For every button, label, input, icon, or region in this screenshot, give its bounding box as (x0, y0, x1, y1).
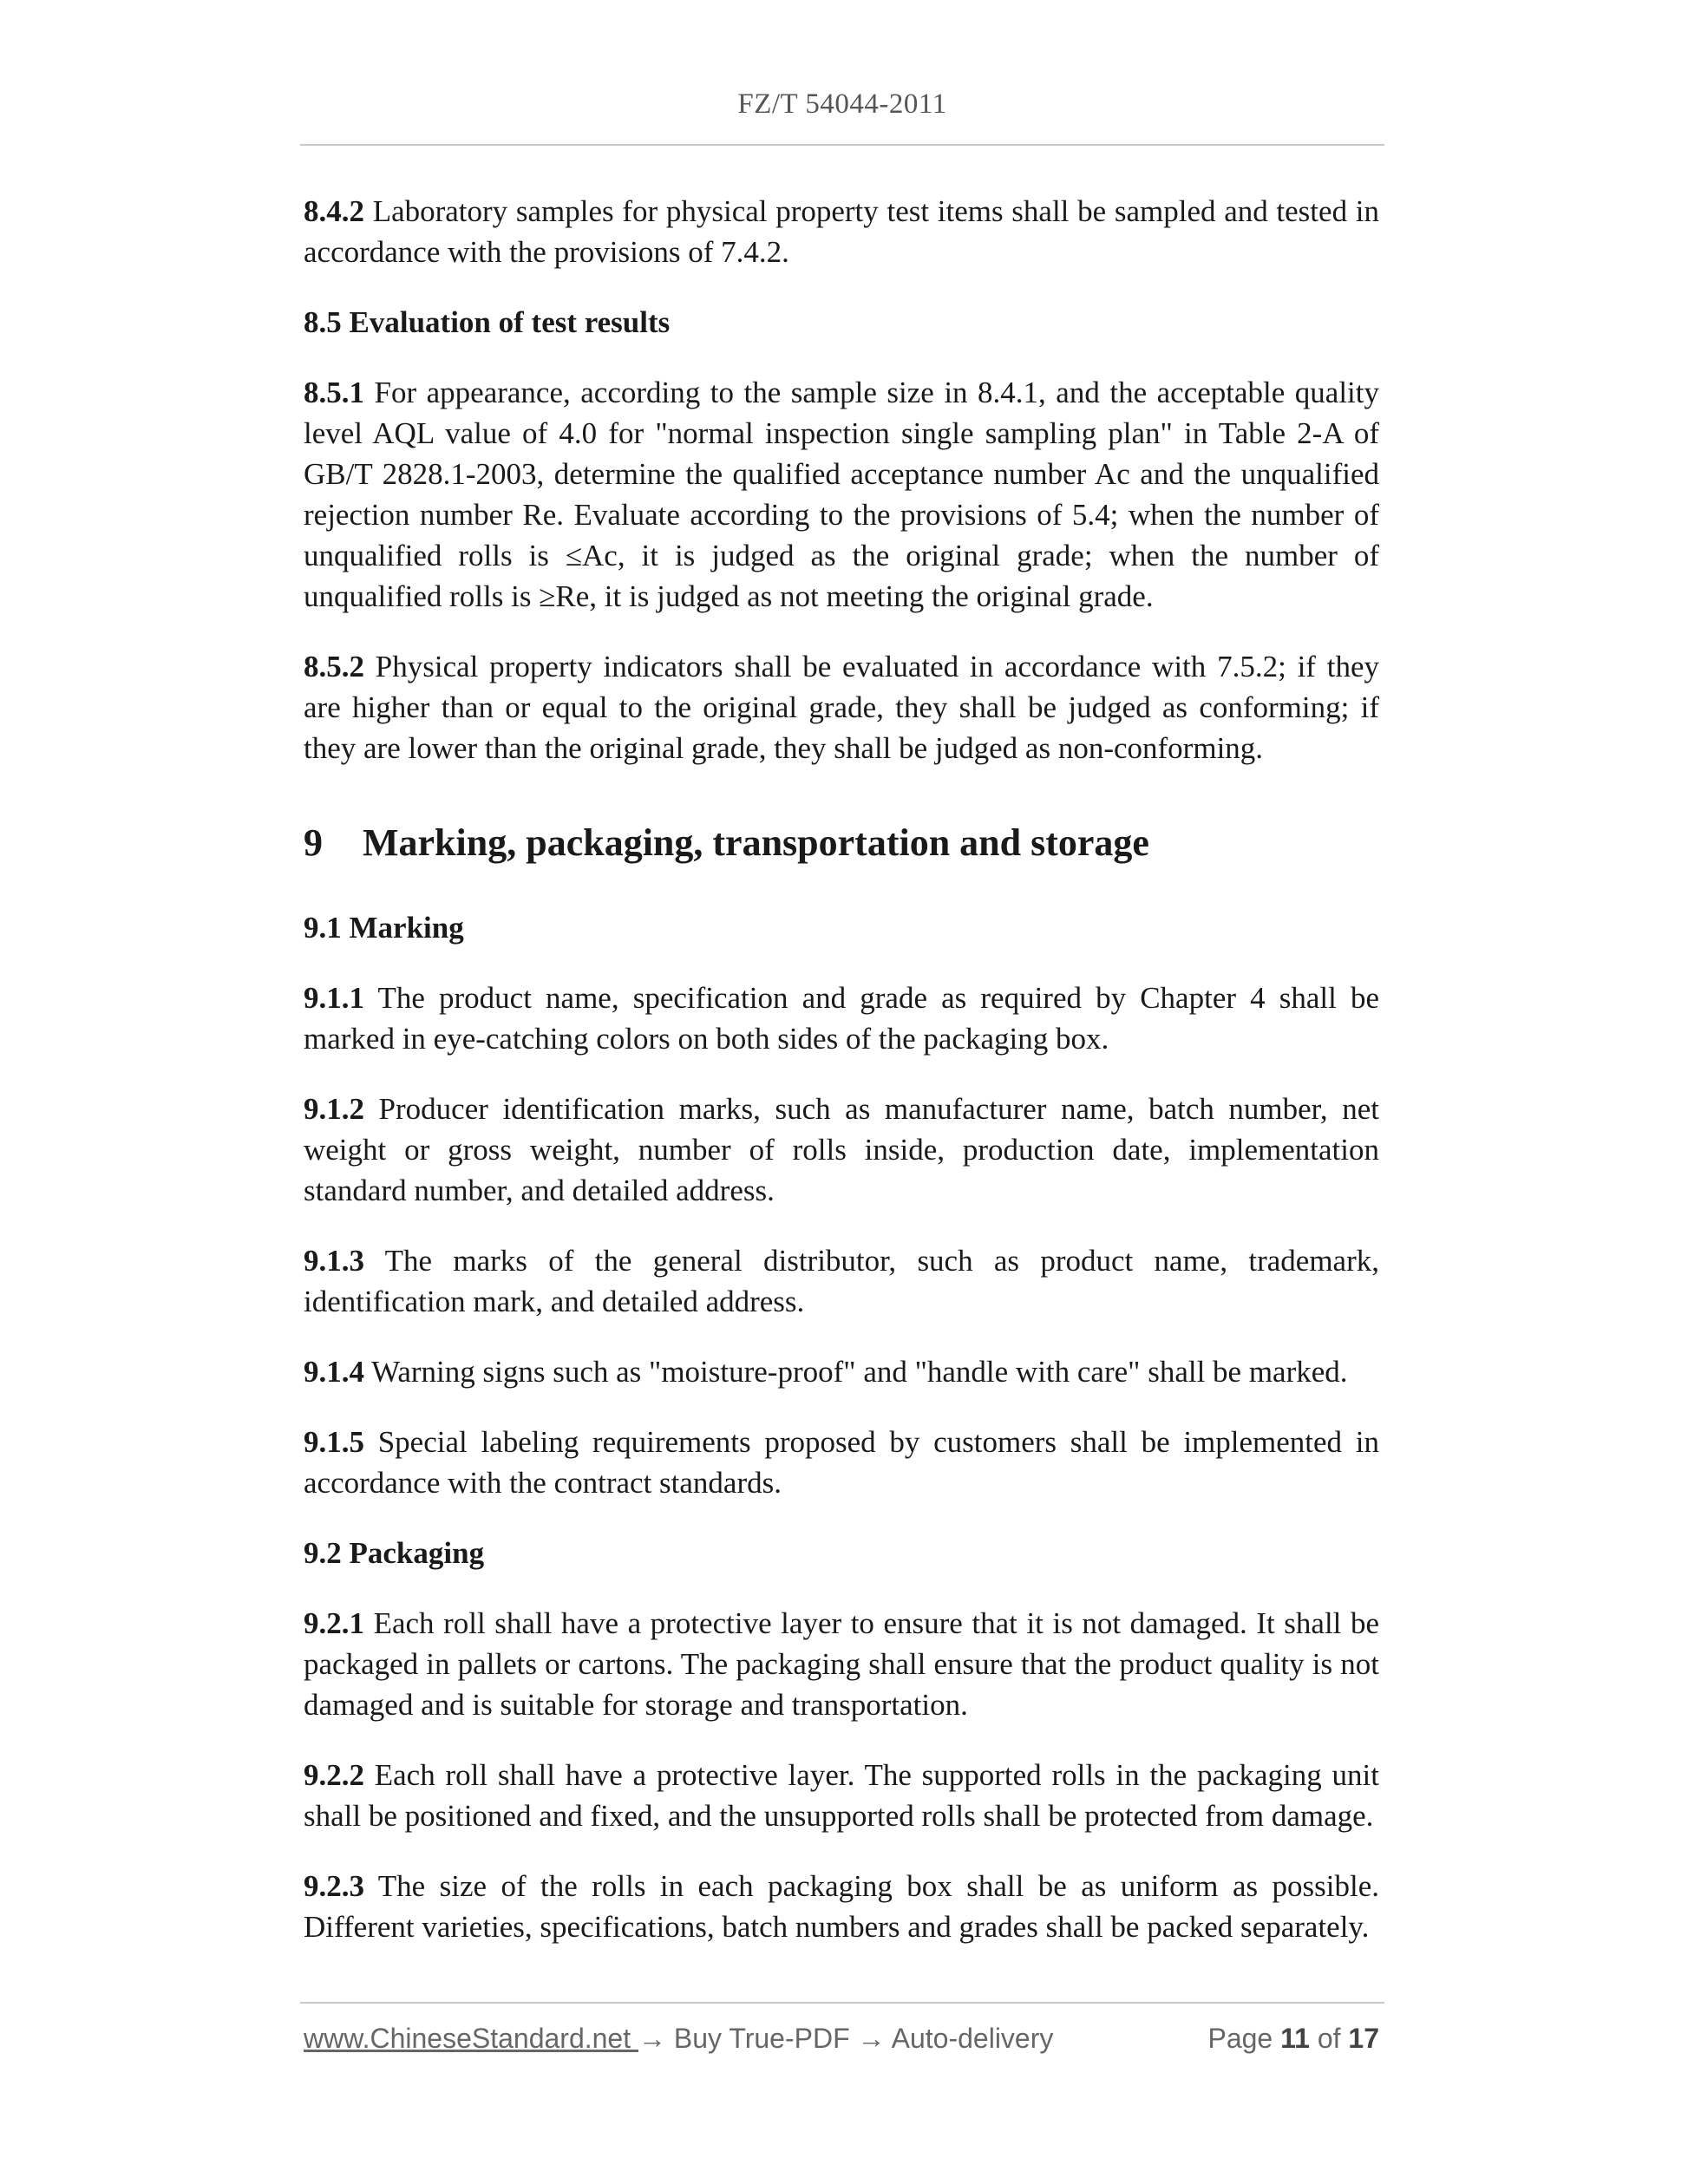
header-divider (300, 144, 1384, 146)
clause-number: 8.4.2 (304, 194, 364, 228)
clause-text: Each roll shall have a protective layer. The supported rolls in the packaging unit shall be positioned and fixed, and the unsupported rolls shall be protected from damage. (304, 1758, 1379, 1833)
clause-number: 9.2.3 (304, 1869, 364, 1903)
of-label: of (1309, 2023, 1349, 2054)
clause-text: The size of the rolls in each packaging box shall be as uniform as possible. Different varieties, specifications, batch numbers and grades shall be packed separately. (304, 1869, 1379, 1944)
clause-number: 8.5.1 (304, 376, 364, 409)
chapter-number: 9 (304, 821, 323, 864)
clause-8-4-2 (304, 191, 1379, 272)
clause-number: 9.1.1 (304, 981, 364, 1015)
clause-text: The product name, specification and grade as required by Chapter 4 shall be marked in eye-catching colors on both sides of the packaging box. (304, 981, 1379, 1056)
clause-text: Laboratory samples for physical property test items shall be sampled and tested in accordance with the provisions of 7.4.2. (304, 194, 1379, 269)
website-link[interactable]: www.ChineseStandard.net (304, 2023, 638, 2054)
clause-number: 9.2.1 (304, 1606, 364, 1640)
clause-number: 8.5.2 (304, 650, 364, 683)
promo-text: → Buy True-PDF → Auto-delivery (638, 2023, 1054, 2054)
clause-9-1-4 (304, 1351, 1379, 1392)
page-label: Page (1207, 2023, 1281, 2054)
clause-9-2-3 (304, 1866, 1379, 1947)
page-indicator (1207, 2023, 1379, 2055)
document-body (304, 191, 1379, 1977)
clause-9-1-2 (304, 1089, 1379, 1211)
footer-promo (304, 2023, 1053, 2055)
clause-9-2-2 (304, 1755, 1379, 1836)
clause-8-5-1 (304, 372, 1379, 617)
clause-text: Special labeling requirements proposed by customers shall be implemented in accordance with the contract standards. (304, 1425, 1379, 1500)
clause-number: 9.1.2 (304, 1092, 364, 1126)
page-header: FZ/T 54044-2011 (737, 88, 947, 120)
clause-9-1-3 (304, 1240, 1379, 1322)
clause-text: For appearance, according to the sample size in 8.4.1, and the acceptable quality level AQL value of 4.0 for "normal inspection single sampling plan" in Table 2-A of GB/T 2828.1-2003, determine the qualified acceptance number Ac and the unqualified rejection number Re. Evaluate according to the provisions of 5.4; when the number of unqualified rolls is ≤Ac, it is judged as the original grade; when the number of unqualified rolls is ≥Re, it is judged as not meeting the original grade. (304, 376, 1379, 613)
clause-text: Each roll shall have a protective layer to ensure that it is not damaged. It shall be packaged in pallets or cartons. The packaging shall ensure that the product quality is not damaged and is suitable for storage and transportation. (304, 1606, 1379, 1722)
clause-number: 9.1.4 (304, 1355, 364, 1389)
clause-8-5-2 (304, 646, 1379, 768)
heading-9-2: 9.2 Packaging (304, 1536, 485, 1570)
chapter-9-heading (304, 817, 1379, 869)
heading-9-1: 9.1 Marking (304, 911, 464, 945)
clause-9-2-1 (304, 1603, 1379, 1725)
total-pages: 17 (1348, 2023, 1379, 2054)
clause-text: Producer identification marks, such as manufacturer name, batch number, net weight or gross weight, number of rolls inside, production date, implementation standard number, and detailed address. (304, 1092, 1379, 1207)
clause-text: The marks of the general distributor, such as product name, trademark, identification mark, and detailed address. (304, 1244, 1379, 1318)
clause-text: Warning signs such as "moisture-proof" and "handle with care" shall be marked. (364, 1355, 1348, 1389)
clause-9-1-5 (304, 1422, 1379, 1503)
clause-text: Physical property indicators shall be evaluated in accordance with 7.5.2; if they are higher than or equal to the original grade, they shall be judged as conforming; if they are lower than the original grade, they shall be judged as non-conforming. (304, 650, 1379, 765)
chapter-title: Marking, packaging, transportation and storage (363, 821, 1149, 864)
current-page: 11 (1280, 2023, 1310, 2054)
clause-number: 9.1.5 (304, 1425, 364, 1459)
heading-8-5: 8.5 Evaluation of test results (304, 305, 671, 339)
clause-9-1-1 (304, 978, 1379, 1059)
clause-number: 9.2.2 (304, 1758, 364, 1792)
footer-divider (300, 2002, 1384, 2004)
clause-number: 9.1.3 (304, 1244, 364, 1278)
